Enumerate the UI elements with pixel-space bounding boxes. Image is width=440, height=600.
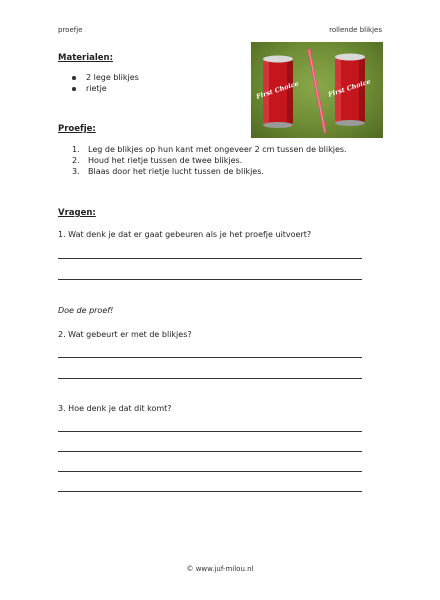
can-right xyxy=(326,54,371,127)
step-text: Houd het rietje tussen de twee blikjes. xyxy=(88,156,243,165)
step-item xyxy=(58,155,347,166)
answer-line[interactable] xyxy=(58,451,362,452)
header-left: proefje xyxy=(58,26,83,34)
answer-line[interactable] xyxy=(58,491,362,492)
experiment-steps xyxy=(58,144,347,177)
materials-title: Materialen: xyxy=(58,53,113,63)
answer-line[interactable] xyxy=(58,431,362,432)
answer-line[interactable] xyxy=(58,258,362,259)
answer-line[interactable] xyxy=(58,357,362,358)
footer-copyright: © www.juf-milou.nl xyxy=(186,565,254,573)
header-right: rollende blikjes xyxy=(329,26,382,34)
step-number: 2. xyxy=(72,156,80,165)
questions-title: Vragen: xyxy=(58,208,96,218)
materials-item: rietje xyxy=(58,83,139,94)
question-2: 2. Wat gebeurt er met de blikjes? xyxy=(58,330,192,339)
experiment-title: Proefje: xyxy=(58,124,96,134)
step-number: 3. xyxy=(72,167,80,176)
do-experiment-note: Doe de proef! xyxy=(58,306,114,315)
answer-line[interactable] xyxy=(58,279,362,280)
materials-list xyxy=(58,72,139,94)
materials-item: 2 lege blikjes xyxy=(58,72,139,83)
can-left xyxy=(254,56,299,129)
answer-line[interactable] xyxy=(58,378,362,379)
question-3: 3. Hoe denk je dat dit komt? xyxy=(58,404,172,413)
step-item xyxy=(58,166,347,177)
answer-line[interactable] xyxy=(58,471,362,472)
can-right-label: First Choice xyxy=(327,77,372,99)
cans-illustration xyxy=(251,42,383,138)
cans-photo xyxy=(251,42,383,138)
step-item xyxy=(58,144,347,155)
can-left-label: First Choice xyxy=(255,79,300,101)
step-number: 1. xyxy=(72,145,80,154)
step-text: Leg de blikjes op hun kant met ongeveer 2 cm tussen de blikjes. xyxy=(88,145,347,154)
question-1: 1. Wat denk je dat er gaat gebeuren als je het proefje uitvoert? xyxy=(58,230,312,239)
step-text: Blaas door het rietje lucht tussen de blikjes. xyxy=(88,167,264,176)
